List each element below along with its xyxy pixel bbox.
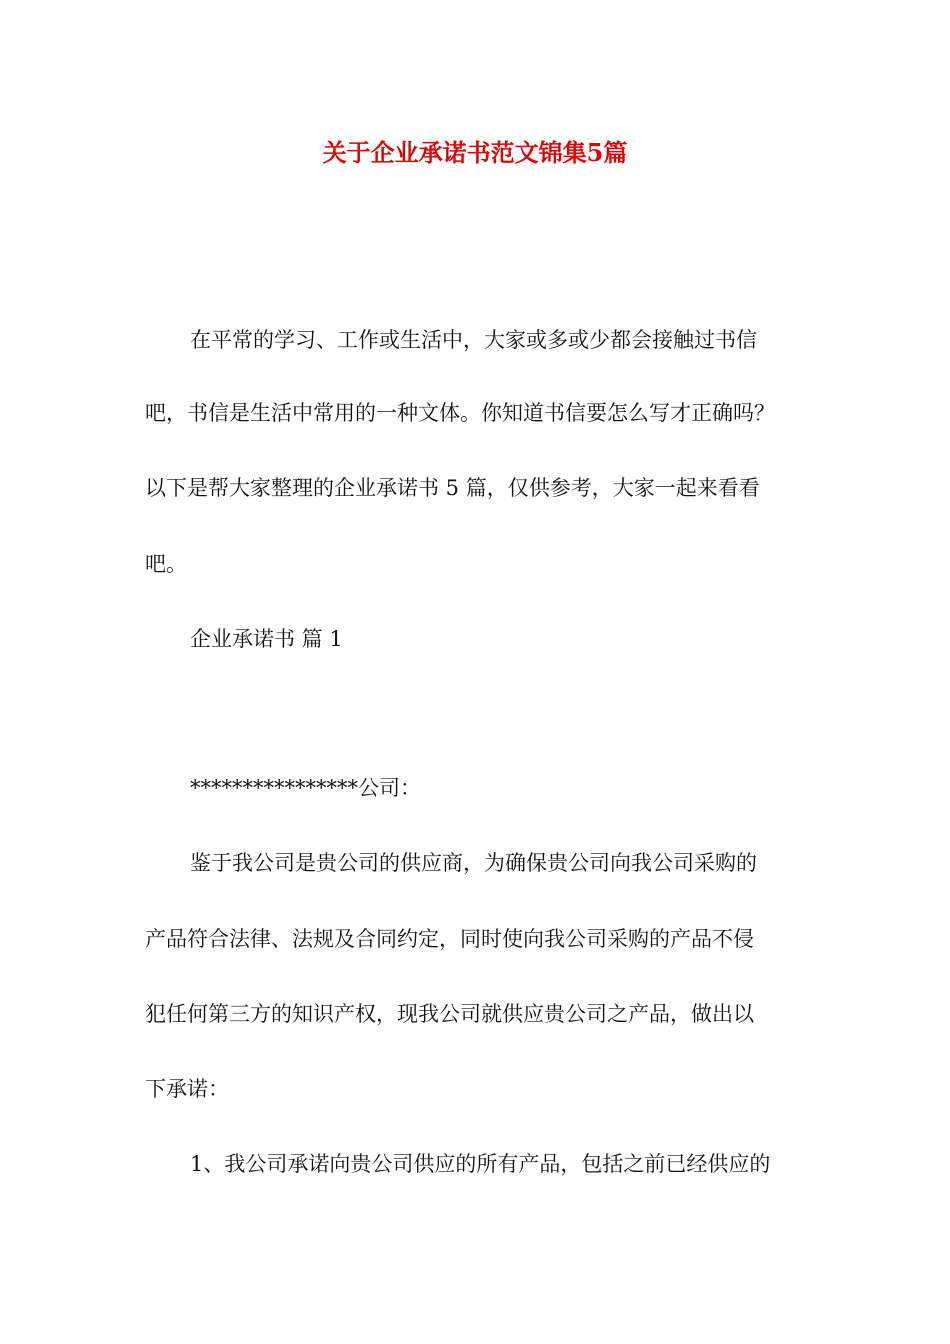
body-line-4: 下承诺： bbox=[145, 1077, 229, 1101]
intro-line-2: 吧，书信是生活中常用的一种文体。你知道书信要怎么写才正确吗？ bbox=[145, 401, 775, 425]
intro-line-1: 在平常的学习、工作或生活中，大家或多或少都会接触过书信 bbox=[190, 328, 757, 352]
document-title: 关于企业承诺书范文锦集5篇 bbox=[322, 138, 628, 167]
intro-line-3: 以下是帮大家整理的企业承诺书 5 篇，仅供参考，大家一起来看看 bbox=[145, 476, 760, 500]
commitment-item-1: 1、我公司承诺向贵公司供应的所有产品，包括之前已经供应的 bbox=[190, 1152, 771, 1176]
intro-line-4: 吧。 bbox=[145, 552, 187, 576]
section-heading: 企业承诺书 篇 1 bbox=[190, 627, 343, 651]
body-line-3: 犯任何第三方的知识产权，现我公司就供应贵公司之产品，做出以 bbox=[145, 1002, 754, 1026]
salutation: ****************公司： bbox=[190, 776, 421, 800]
body-line-2: 产品符合法律、法规及合同约定，同时使向我公司采购的产品不侵 bbox=[145, 927, 754, 951]
body-line-1: 鉴于我公司是贵公司的供应商，为确保贵公司向我公司采购的 bbox=[190, 851, 757, 875]
